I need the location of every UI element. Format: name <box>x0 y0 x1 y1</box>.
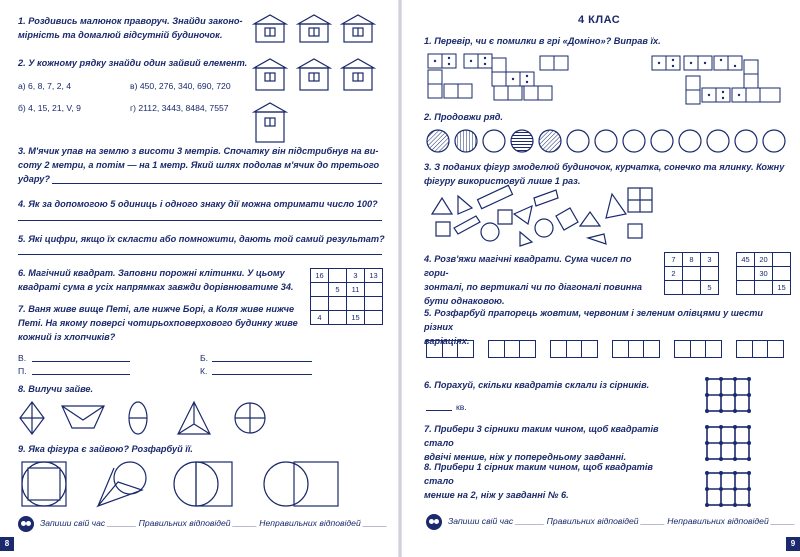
cell[interactable] <box>311 283 329 297</box>
task1-text: 1. Роздивись малюнок праворуч. Знайди законо- мірність та домалюй відсутній будиночок. <box>18 16 243 40</box>
task3-answer-line[interactable] <box>52 183 382 184</box>
task2-row-b: б) 4, 15, 21, V, 9 <box>18 103 81 113</box>
cell: 3 <box>347 269 365 283</box>
odd-one-out-shapes <box>18 400 388 440</box>
task5-answer-line[interactable] <box>18 254 382 255</box>
answer-k[interactable] <box>212 374 312 375</box>
cell[interactable] <box>701 267 719 281</box>
task2-text: 2. У кожному рядку знайди один зайвий елемент. <box>18 58 248 68</box>
task7-text: 7. Прибери 3 сірники таким чином, щоб квадратів стало вдвічі менше, ніж у попередньому завданні. <box>424 424 659 462</box>
flag-1[interactable] <box>426 340 474 358</box>
cell[interactable] <box>737 267 755 281</box>
task2-text: 2. Продовжи ряд. <box>424 112 503 122</box>
task6-unit: кв. <box>456 402 467 412</box>
magic-square-4x4 <box>310 268 383 325</box>
cell[interactable] <box>365 283 383 297</box>
answer-p[interactable] <box>32 374 130 375</box>
page-title: 4 КЛАС <box>578 14 621 26</box>
task2-row-g: г) 2112, 3443, 8484, 7557 <box>130 103 229 113</box>
cell[interactable] <box>365 311 383 325</box>
owl-icon <box>426 514 442 530</box>
cell[interactable] <box>329 297 347 311</box>
matchstick-grid-1 <box>704 376 752 414</box>
cell: 20 <box>755 253 773 267</box>
cell: 3 <box>701 253 719 267</box>
envelope-shape <box>62 406 104 428</box>
task1-text: 1. Перевір, чи є помилки в грі «Доміно»? Виправ їх. <box>424 36 661 46</box>
matchstick-grid-2 <box>704 424 752 462</box>
cell: 8 <box>683 253 701 267</box>
right-footer: Запиши свій час ______ Правильних відповідей _____ Неправильних відповідей _____ <box>448 516 796 526</box>
cell[interactable] <box>365 297 383 311</box>
page-number: 9 <box>786 537 800 551</box>
triangle-shape <box>178 402 210 434</box>
task7-text: 7. Ваня живе вище Петі, але нижче Борі, а Коля живе нижче Петі. На якому поверсі чотирьохповерхового будинку живе кожний із хлопчиків? <box>18 304 298 342</box>
house-grid-icon <box>626 186 656 216</box>
cell[interactable] <box>665 281 683 295</box>
task4-answer-line[interactable] <box>18 220 382 221</box>
cell[interactable] <box>755 281 773 295</box>
right-page <box>400 0 800 557</box>
task3-text: 3. М'ячик упав на землю з висоти 3 метрів. Спочатку він підстрибнув на ви- соту 2 метри, а потім — на 1 метр. Який шлях подолав м'ячик до третього удару? <box>18 146 380 184</box>
task2-row-v: в) 450, 276, 340, 690, 720 <box>130 81 231 91</box>
task2-row-a: а) 6, 8, 7, 2, 4 <box>18 81 72 91</box>
odd-figure-shapes <box>18 458 388 510</box>
task5-text: 5. Розфарбуй прапорець жовтим, червоним і зеленим олівцями у шести різних варіаціях. <box>424 308 764 346</box>
answer-v[interactable] <box>32 361 130 362</box>
cell: 5 <box>329 283 347 297</box>
cell[interactable] <box>329 311 347 325</box>
cell: 30 <box>755 267 773 281</box>
cell[interactable] <box>773 253 791 267</box>
cell: 15 <box>773 281 791 295</box>
flag-4[interactable] <box>612 340 660 358</box>
flag-2[interactable] <box>488 340 536 358</box>
cell: 4 <box>311 311 329 325</box>
cell[interactable] <box>737 281 755 295</box>
task8-text: 8. Вилучи зайве. <box>18 384 94 394</box>
label-p: П. <box>18 366 27 376</box>
domino-chain <box>424 52 784 104</box>
cell[interactable] <box>347 297 365 311</box>
flag-3[interactable] <box>550 340 598 358</box>
left-footer: Запиши свій час ______ Правильних відповідей _____ Неправильних відповідей _____ <box>40 518 388 528</box>
flag-6[interactable] <box>736 340 784 358</box>
page-number: 8 <box>0 537 14 551</box>
owl-icon <box>18 516 34 532</box>
task6-text: 6. Порахуй, скільки квадратів склали із сірників. <box>424 380 650 390</box>
cell: 11 <box>347 283 365 297</box>
task6-text: 6. Магічний квадрат. Заповни порожні клітинки. У цьому квадраті сума в усіх напрямках завжди дорівнюватиме 34. <box>18 268 294 292</box>
task5-text: 5. Які цифри, якщо їх скласти або помножити, дають той самий результат? <box>18 234 385 244</box>
houses-pattern <box>250 12 390 152</box>
cell[interactable] <box>683 281 701 295</box>
cell: 5 <box>701 281 719 295</box>
cell[interactable] <box>329 269 347 283</box>
cell: 7 <box>665 253 683 267</box>
cell: 45 <box>737 253 755 267</box>
label-k: К. <box>200 366 208 376</box>
flag-5[interactable] <box>674 340 722 358</box>
cell[interactable] <box>311 297 329 311</box>
cell[interactable] <box>773 267 791 281</box>
task6-answer-line[interactable] <box>426 410 452 411</box>
matchstick-grid-3 <box>704 470 752 508</box>
cell: 16 <box>311 269 329 283</box>
label-b: Б. <box>200 353 209 363</box>
answer-b[interactable] <box>212 361 312 362</box>
cell: 2 <box>665 267 683 281</box>
cell: 15 <box>347 311 365 325</box>
magic-square-2 <box>736 252 791 295</box>
task8-text: 8. Прибери 1 сірник таким чином, щоб квадратів стало менше на 2, ніж у завданні № 6. <box>424 462 653 500</box>
cell: 13 <box>365 269 383 283</box>
circle-sequence <box>424 128 794 154</box>
task3-text: 3. З поданих фігур змоделюй будиночок, курчатка, сонечко та ялинку. Кожну фігуру використовуй лише 1 раз. <box>424 162 785 186</box>
task4-text: 4. Як за допомогою 5 одиниць і одного знаку дії можна отримати число 100? <box>18 199 378 209</box>
diamond-shape <box>20 402 44 434</box>
label-v: В. <box>18 353 27 363</box>
task4-text: 4. Розв'яжи магічні квадрати. Сума чисел по гори- зонталі, по вертикалі чи по діагоналі повинна бути однаковою. <box>424 254 643 306</box>
magic-square-1 <box>664 252 719 295</box>
cell[interactable] <box>683 267 701 281</box>
tangram-shapes <box>428 188 658 248</box>
task9-text: 9. Яка фігура є зайвою? Розфарбуй її. <box>18 444 193 454</box>
